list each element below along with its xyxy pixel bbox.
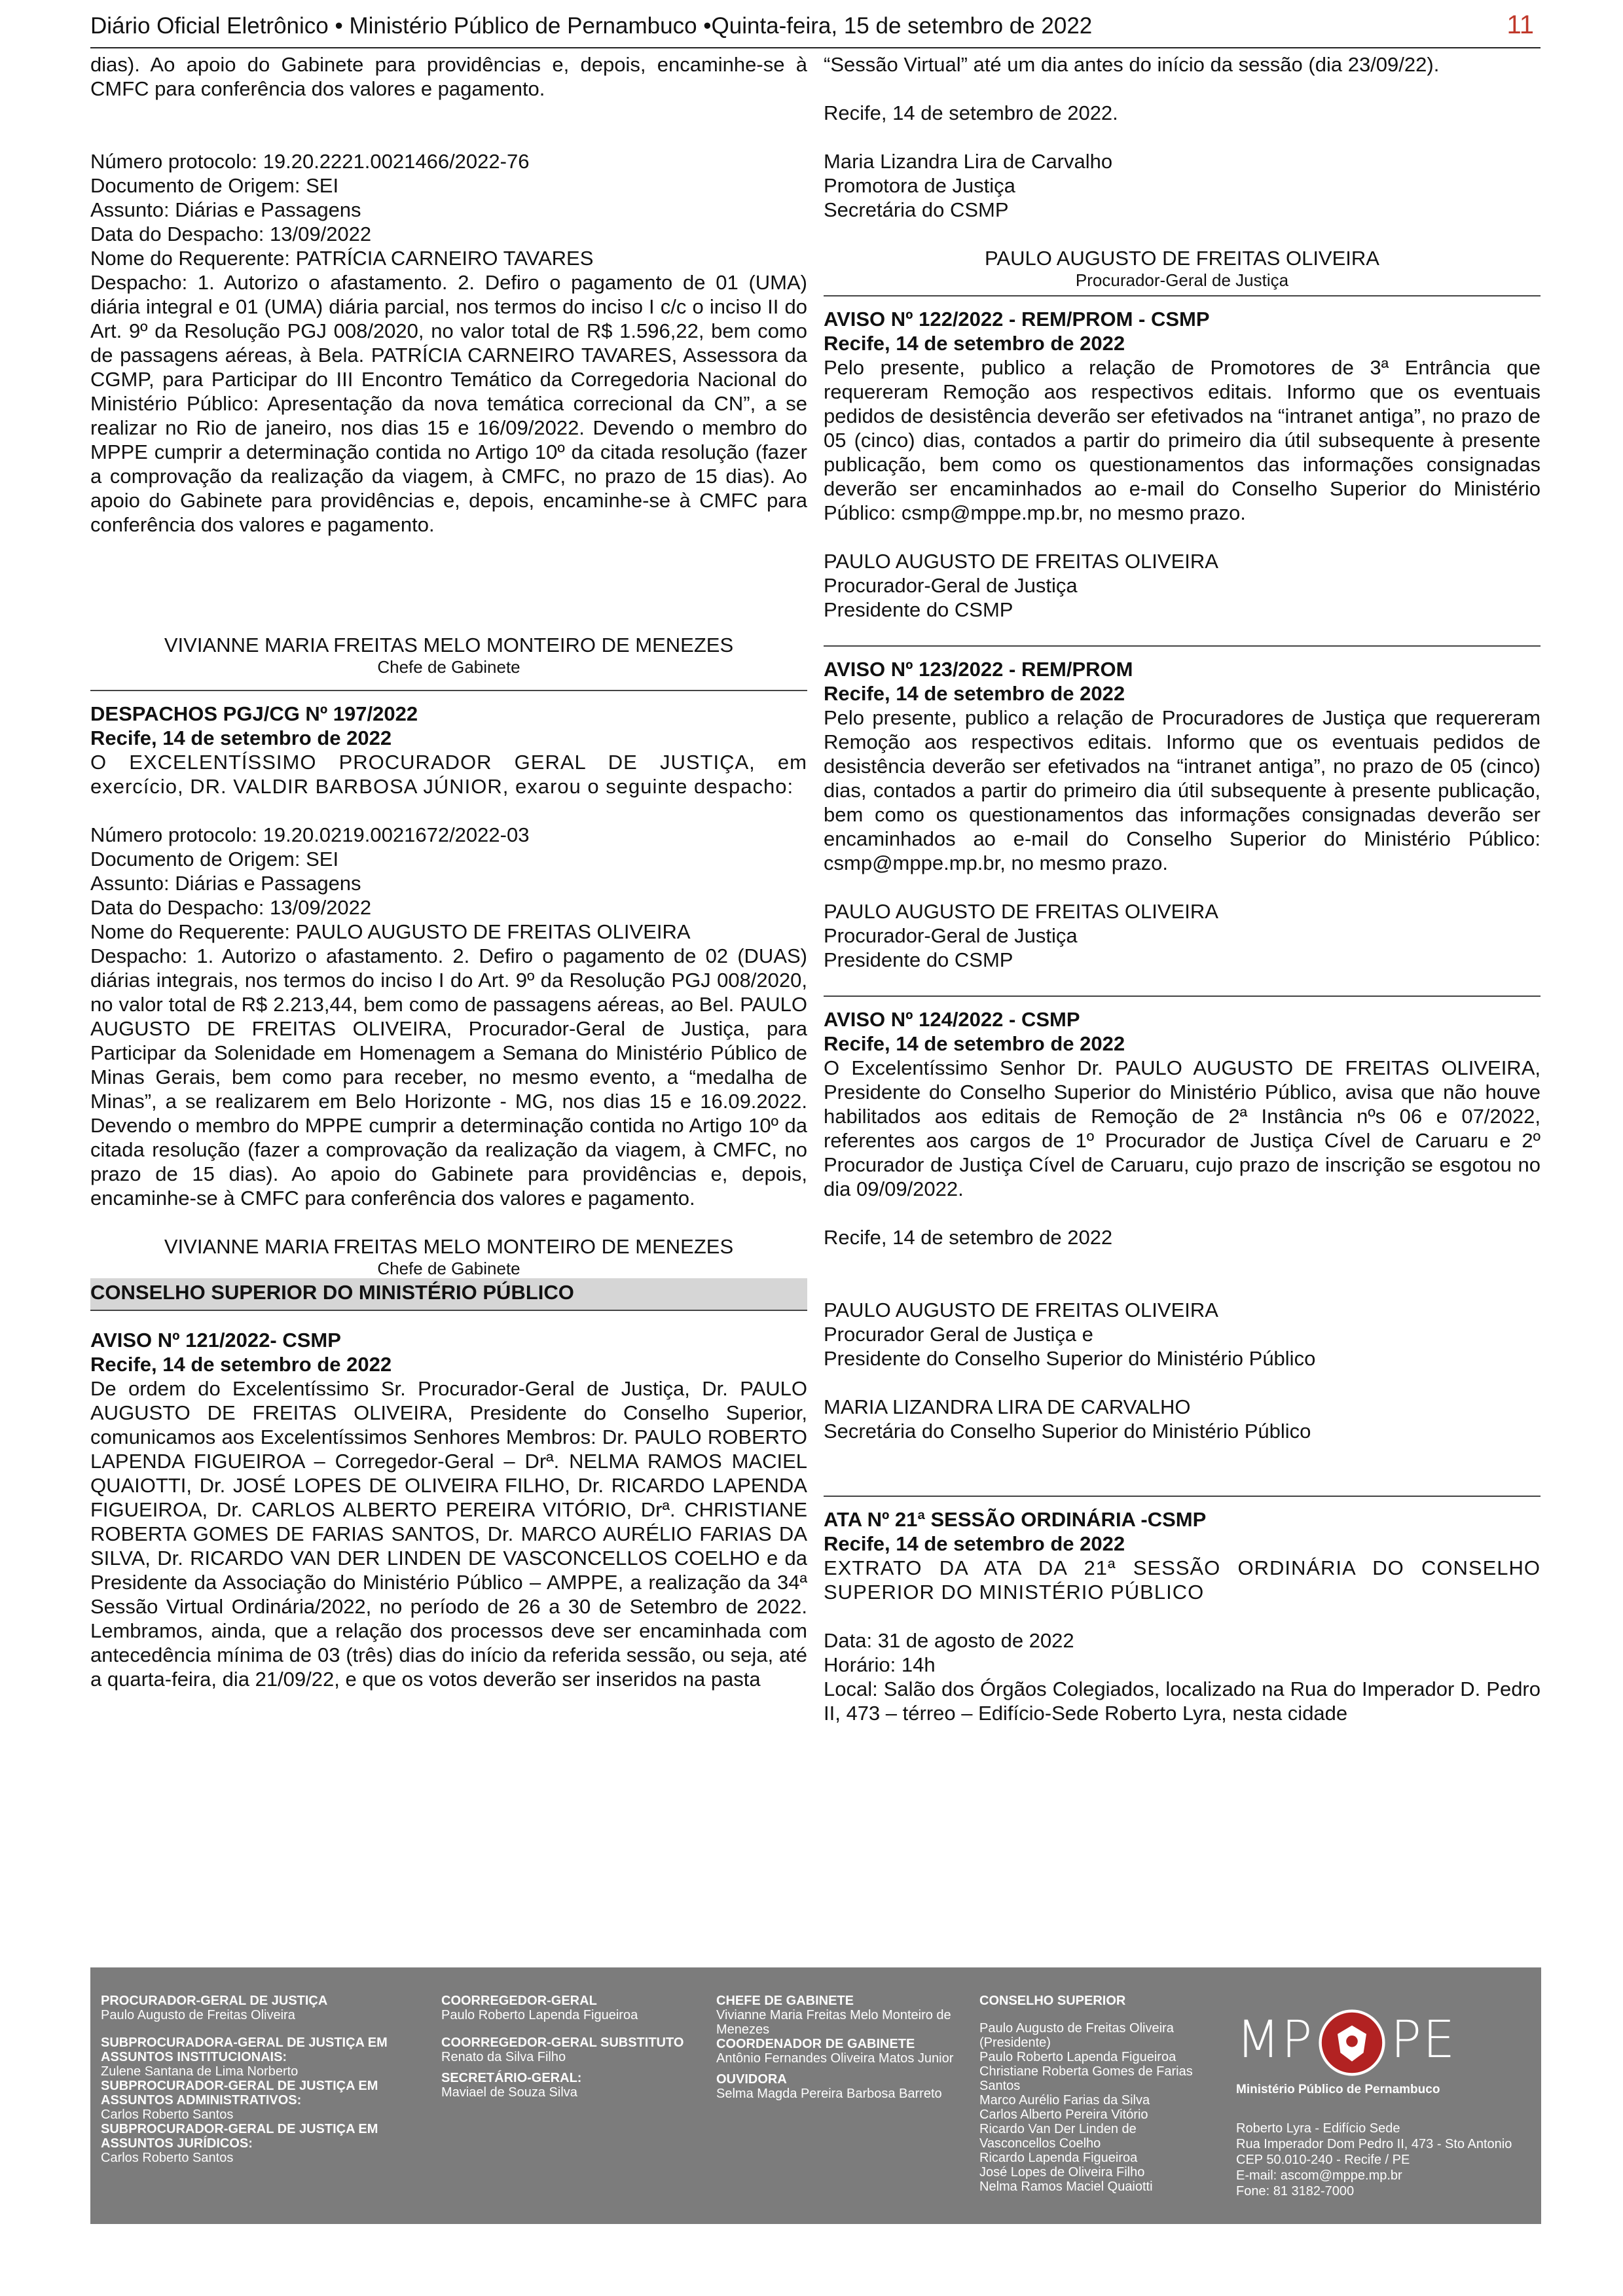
signature-role: Procurador-Geral de Justiça bbox=[1075, 270, 1289, 290]
ata-data: Data: 31 de agosto de 2022 bbox=[824, 1629, 1074, 1652]
signature-role: Chefe de Gabinete bbox=[377, 1259, 520, 1278]
signature-role: Presidente do CSMP bbox=[824, 948, 1013, 971]
despachos-date: Recife, 14 de setembro de 2022 bbox=[90, 726, 392, 749]
council-member: Santos bbox=[979, 2079, 1021, 2093]
ata-date: Recife, 14 de setembro de 2022 bbox=[824, 1532, 1125, 1555]
council-member: Paulo Roberto Lapenda Figueiroa bbox=[979, 2050, 1176, 2064]
signature-role: Secretária do Conselho Superior do Ministério Público bbox=[824, 1420, 1311, 1443]
aviso-122-body: Pelo presente, publico a relação de Promotores de 3ª Entrância que requereram Remoção aos respectivos editais. Informo que os eventuais pedidos de desistência deverão ser efetivados na “intranet antiga”, no prazo de 05 (cinco) dias, contados a partir do primeiro dia útil subsequente à presente publicação, bem como os questionamentos das informações consignadas deverão ser encaminhados ao e-mail do Conselho Superior do Ministério Público: csmp@mppe.mp.br, no mesmo prazo. bbox=[824, 356, 1541, 524]
right-column bbox=[824, 52, 1541, 1725]
ata-title: ATA Nº 21ª SESSÃO ORDINÁRIA -CSMP bbox=[824, 1508, 1207, 1531]
divider bbox=[824, 1496, 1541, 1497]
logo-text-mp: MP bbox=[1236, 2011, 1314, 2070]
meta-line: Documento de Origem: SEI bbox=[90, 848, 339, 870]
council-member: Paulo Augusto de Freitas Oliveira bbox=[979, 2021, 1174, 2036]
council-member: Carlos Alberto Pereira Vitório bbox=[979, 2108, 1148, 2122]
footer-address bbox=[1236, 2121, 1524, 2199]
meta-line: Data do Despacho: 13/09/2022 bbox=[90, 896, 372, 919]
meta-line: Documento de Origem: SEI bbox=[90, 174, 339, 197]
signature-name: VIVIANNE MARIA FREITAS MELO MONTEIRO DE MENEZES bbox=[164, 634, 734, 656]
meta-line: Nome do Requerente: PAULO AUGUSTO DE FREITAS OLIVEIRA bbox=[90, 920, 691, 943]
aviso-123-body: Pelo presente, publico a relação de Procuradores de Justiça que requereram Remoção aos respectivos editais. Informo que os eventuais pedidos de desistência deverão ser efetivados na “intranet antiga”, no prazo de 05 (cinco) dias, contados a partir do primeiro dia útil subsequente à presente publicação, bem como os questionamentos das informações consignadas deverão ser encaminhados ao e-mail do Conselho Superior do Ministério Público: csmp@mppe.mp.br, no mesmo prazo. bbox=[824, 706, 1541, 874]
despacho-2-body: Despacho: 1. Autorizo o afastamento. 2. Defiro o pagamento de 02 (DUAS) diárias integrais, nos termos do inciso I do Art. 9º da Resolução PGJ 008/2020, no valor total de R$ 2.213,44, bem como de passagens aéreas, ao Bel. PAULO AUGUSTO DE FREITAS OLIVEIRA, Procurador-Geral de Justiça, para Participar da Solenidade em Homenagem a Semana do Ministério Público de Minas Gerais, bem como para receber, no mesmo evento, a “medalha de Minas”, a se realizarem em Belo Horizonte - MG, nos dias 15 e 16.09.2022. Devendo o membro do MPPE cumprir a determinação contida no Artigo 10º da citada resolução (fazer a comprovação da realização da viagem, à CMFC, no prazo de 15 dias). Ao apoio do Gabinete para providências e, depois, encaminhe-se à CMFC para conferência dos valores e pagamento. bbox=[90, 944, 807, 1210]
mppe-logo bbox=[1236, 2007, 1524, 2199]
footer-heading: SUBPROCURADORA-GERAL DE JUSTIÇA EM ASSUNTOS INSTITUCIONAIS: bbox=[101, 2036, 388, 2064]
aviso-121-body: De ordem do Excelentíssimo Sr. Procurador-Geral de Justiça, Dr. PAULO AUGUSTO DE FREITAS OLIVEIRA, Presidente do Conselho Superior, comunicamos aos Excelentíssimos Senhores Membros: Dr. PAULO ROBERTO LAPENDA FIGUEIROA – Corregedor-Geral – Drª. NELMA RAMOS MACIEL QUAIOTTI, Dr. JOSÉ LOPES DE OLIVEIRA FILHO, Dr. RICARDO LAPENDA FIGUEIROA, Dr. CARLOS ALBERTO PEREIRA VITÓRIO, Drª. CHRISTIANE ROBERTA GOMES DE FARIAS SANTOS, Dr. MARCO AURÉLIO FARIAS DA SILVA, Dr. RICARDO VAN DER LINDEN DE VASCONCELLOS COELHO e da Presidente da Associação do Ministério Público – AMPPE, a realização da 34ª Sessão Virtual Ordinária/2022, no período de 26 a 30 de Setembro de 2022. Lembramos, ainda, que a relação dos processos deve ser encaminhada com antecedência mínima de 03 (três) dias do início da referida sessão, ou seja, até a quarta-feira, dia 21/09/22, e que os votos deverão ser inseridos na pasta bbox=[90, 1377, 807, 1691]
signature-name: PAULO AUGUSTO DE FREITAS OLIVEIRA bbox=[824, 550, 1218, 573]
signature-name: MARIA LIZANDRA LIRA DE CARVALHO bbox=[824, 1395, 1191, 1418]
address-line: Fone: 81 3182-7000 bbox=[1236, 2184, 1355, 2198]
pernambuco-emblem-icon bbox=[1316, 2007, 1388, 2079]
aviso-123-date: Recife, 14 de setembro de 2022 bbox=[824, 682, 1125, 705]
council-member: Christiane Roberta Gomes de Farias bbox=[979, 2064, 1193, 2079]
footer-column-3 bbox=[716, 1994, 972, 2101]
meta-line: Número protocolo: 19.20.2221.0021466/2022-76 bbox=[90, 150, 530, 173]
section-heading: CONSELHO SUPERIOR DO MINISTÉRIO PÚBLICO bbox=[90, 1278, 807, 1311]
meta-line: Data do Despacho: 13/09/2022 bbox=[90, 223, 372, 245]
council-member: Ricardo Lapenda Figueiroa bbox=[979, 2151, 1138, 2165]
despachos-intro: O EXCELENTÍSSIMO PROCURADOR GERAL DE JUSTIÇA, em exercício, DR. VALDIR BARBOSA JÚNIOR, exarou o seguinte despacho: bbox=[90, 751, 807, 798]
ata-local: Local: Salão dos Órgãos Colegiados, localizado na Rua do Imperador D. Pedro II, 473 – térreo – Edifício-Sede Roberto Lyra, nesta cidade bbox=[824, 1677, 1541, 1725]
meta-line: Número protocolo: 19.20.0219.0021672/2022-03 bbox=[90, 823, 530, 846]
logo-text-pe: PE bbox=[1391, 2011, 1457, 2070]
place-date: Recife, 14 de setembro de 2022. bbox=[824, 101, 1118, 124]
footer-item: Carlos Roberto Santos bbox=[101, 2151, 234, 2165]
footer-heading: PROCURADOR-GERAL DE JUSTIÇA bbox=[101, 1994, 328, 2008]
signature-name: PAULO AUGUSTO DE FREITAS OLIVEIRA bbox=[985, 247, 1379, 270]
footer-item: Paulo Roberto Lapenda Figueiroa bbox=[441, 2008, 638, 2022]
address-line: Rua Imperador Dom Pedro II, 473 - Sto Antonio bbox=[1236, 2137, 1512, 2151]
paragraph: dias). Ao apoio do Gabinete para providências e, depois, encaminhe-se à CMFC para conferência dos valores e pagamento. bbox=[90, 53, 807, 100]
council-member: Marco Aurélio Farias da Silva bbox=[979, 2093, 1150, 2108]
council-member: Vasconcellos Coelho bbox=[979, 2136, 1101, 2151]
signature-role: Procurador-Geral de Justiça bbox=[824, 574, 1078, 597]
place-date: Recife, 14 de setembro de 2022 bbox=[824, 1226, 1113, 1249]
footer-item: Carlos Roberto Santos bbox=[101, 2108, 234, 2122]
ata-horario: Horário: 14h bbox=[824, 1653, 936, 1676]
aviso-123-title: AVISO Nº 123/2022 - REM/PROM bbox=[824, 658, 1133, 681]
council-member: Nelma Ramos Maciel Quaiotti bbox=[979, 2179, 1153, 2194]
despachos-title: DESPACHOS PGJ/CG Nº 197/2022 bbox=[90, 702, 418, 725]
meta-line: Nome do Requerente: PATRÍCIA CARNEIRO TAVARES bbox=[90, 247, 594, 270]
despacho-1-meta bbox=[90, 149, 807, 270]
aviso-122-title: AVISO Nº 122/2022 - REM/PROM - CSMP bbox=[824, 308, 1210, 331]
logo-caption: Ministério Público de Pernambuco bbox=[1236, 2083, 1440, 2096]
divider bbox=[824, 295, 1541, 296]
signature-name: Maria Lizandra Lira de Carvalho bbox=[824, 150, 1113, 173]
aviso-121-date: Recife, 14 de setembro de 2022 bbox=[90, 1353, 392, 1376]
aviso-124-body: O Excelentíssimo Senhor Dr. PAULO AUGUSTO DE FREITAS OLIVEIRA, Presidente do Conselho Superior do Ministério Público, avisa que não houve habilitados aos editais de Remoção de 2ª Instância nºs 06 e 07/2022, referentes aos cargos de 1º Procurador de Justiça Cível de Caruaru e 2º Procurador de Justiça Cível de Caruaru, cujo prazo de inscrição se esgotou no dia 09/09/2022. bbox=[824, 1056, 1541, 1200]
footer-item: Antônio Fernandes Oliveira Matos Junior bbox=[716, 2051, 954, 2066]
aviso-122-date: Recife, 14 de setembro de 2022 bbox=[824, 332, 1125, 355]
footer-item: Zulene Santana de Lima Norberto bbox=[101, 2064, 299, 2079]
meta-line: Assunto: Diárias e Passagens bbox=[90, 872, 361, 895]
footer-column-1 bbox=[101, 1994, 428, 2165]
footer-column-2 bbox=[441, 1994, 716, 2100]
footer bbox=[90, 1967, 1541, 2224]
signature-role: Procurador Geral de Justiça e bbox=[824, 1323, 1093, 1346]
footer-heading: COORREGEDOR-GERAL bbox=[441, 1994, 597, 2008]
address-line: CEP 50.010-240 - Recife / PE bbox=[1236, 2153, 1410, 2167]
footer-column-4 bbox=[979, 1994, 1228, 2194]
divider bbox=[824, 996, 1541, 997]
despacho-2-meta bbox=[90, 823, 807, 944]
address-line: Roberto Lyra - Edifício Sede bbox=[1236, 2121, 1400, 2136]
signature-role: Presidente do Conselho Superior do Ministério Público bbox=[824, 1347, 1316, 1370]
signature-role: Procurador-Geral de Justiça bbox=[824, 924, 1078, 947]
signature-name: PAULO AUGUSTO DE FREITAS OLIVEIRA bbox=[824, 1299, 1218, 1321]
divider bbox=[90, 690, 807, 691]
signature-name: VIVIANNE MARIA FREITAS MELO MONTEIRO DE MENEZES bbox=[164, 1235, 734, 1258]
footer-heading: SUBPROCURADOR-GERAL DE JUSTIÇA EM ASSUNTOS ADMINISTRATIVOS: bbox=[101, 2079, 378, 2108]
ata-subtitle: EXTRATO DA ATA DA 21ª SESSÃO ORDINÁRIA DO CONSELHO SUPERIOR DO MINISTÉRIO PÚBLICO bbox=[824, 1556, 1541, 1604]
signature-role: Chefe de Gabinete bbox=[377, 657, 520, 677]
council-member: Ricardo Van Der Linden de bbox=[979, 2122, 1137, 2136]
footer-heading: CHEFE DE GABINETE bbox=[716, 1994, 854, 2008]
page-number: 11 bbox=[1506, 10, 1534, 39]
footer-heading: COORDENADOR DE GABINETE bbox=[716, 2037, 915, 2051]
footer-item: Vivianne Maria Freitas Melo Monteiro de Menezes bbox=[716, 2008, 951, 2037]
council-member: José Lopes de Oliveira Filho bbox=[979, 2165, 1145, 2179]
header-title: Diário Oficial Eletrônico • Ministério Público de Pernambuco •Quinta-feira, 15 de setembro de 2022 bbox=[90, 13, 1093, 39]
footer-item: Maviael de Souza Silva bbox=[441, 2085, 577, 2100]
signature-role: Presidente do CSMP bbox=[824, 598, 1013, 621]
despacho-1-body: Despacho: 1. Autorizo o afastamento. 2. Defiro o pagamento de 01 (UMA) diária integral e 01 (UMA) diária parcial, nos termos do inciso I c/c o inciso II do Art. 9º da Resolução PGJ 008/2020, no valor total de R$ 1.596,22, bem como de passagens aéreas, à Bela. PATRÍCIA CARNEIRO TAVARES, Assessora da CGMP, para Participar do III Encontro Temático da Corregedoria Nacional do Ministério Público: Apresentação da nova temática correcional da CN”, a se realizar no Rio de janeiro, nos dias 15 e 16/09/2022. Devendo o membro do MPPE cumprir a determinação contida no Artigo 10º da citada resolução (fazer a comprovação da realização da viagem, à CMFC, no prazo de 15 dias). Ao apoio do Gabinete para providências e, depois, encaminhe-se à CMFC para conferência dos valores e pagamento. bbox=[90, 271, 807, 536]
footer-heading: SECRETÁRIO-GERAL: bbox=[441, 2071, 582, 2085]
page-header bbox=[90, 10, 1541, 48]
footer-item: Renato da Silva Filho bbox=[441, 2050, 566, 2064]
signature-name: PAULO AUGUSTO DE FREITAS OLIVEIRA bbox=[824, 900, 1218, 923]
footer-heading: CONSELHO SUPERIOR bbox=[979, 1994, 1126, 2008]
signature-role: Promotora de Justiça bbox=[824, 174, 1015, 197]
aviso-121-title: AVISO Nº 121/2022- CSMP bbox=[90, 1329, 341, 1352]
footer-heading: SUBPROCURADOR-GERAL DE JUSTIÇA EM ASSUNTOS JURÍDICOS: bbox=[101, 2122, 378, 2151]
footer-item: Paulo Augusto de Freitas Oliveira bbox=[101, 2008, 295, 2022]
footer-heading: OUVIDORA bbox=[716, 2072, 787, 2087]
divider bbox=[824, 645, 1541, 647]
footer-heading: COORREGEDOR-GERAL SUBSTITUTO bbox=[441, 2036, 684, 2050]
left-column bbox=[90, 52, 807, 1691]
paragraph: “Sessão Virtual” até um dia antes do início da sessão (dia 23/09/22). bbox=[824, 53, 1440, 76]
meta-line: Assunto: Diárias e Passagens bbox=[90, 198, 361, 221]
council-member: (Presidente) bbox=[979, 2036, 1051, 2050]
aviso-124-date: Recife, 14 de setembro de 2022 bbox=[824, 1032, 1125, 1055]
signature-role: Secretária do CSMP bbox=[824, 198, 1009, 221]
address-line: E-mail: ascom@mppe.mp.br bbox=[1236, 2168, 1402, 2183]
aviso-124-title: AVISO Nº 124/2022 - CSMP bbox=[824, 1008, 1080, 1031]
footer-item: Selma Magda Pereira Barbosa Barreto bbox=[716, 2087, 942, 2101]
